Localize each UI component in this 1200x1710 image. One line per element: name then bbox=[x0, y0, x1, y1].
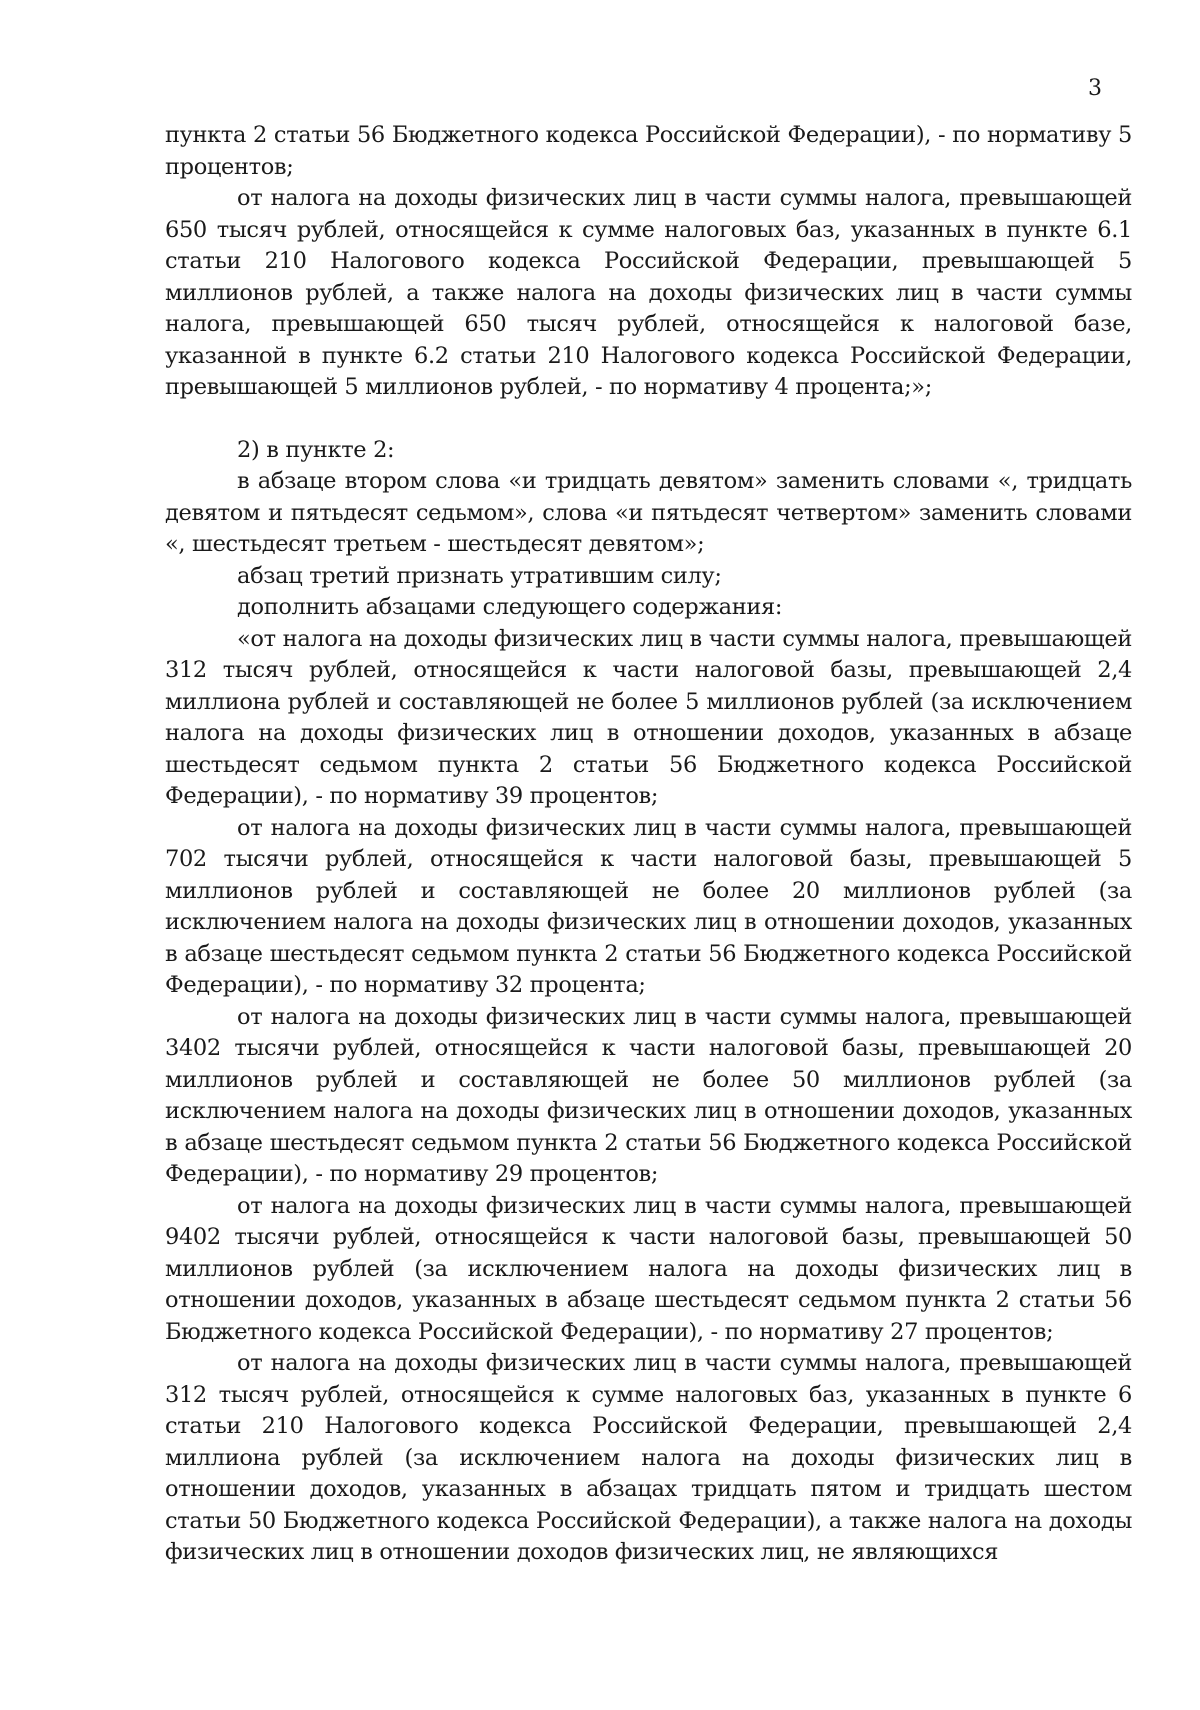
paragraph-ndfl-650k: от налога на доходы физических лиц в части суммы налога, превышающей 650 тысяч рублей, относящейся к сумме налоговых баз, указанных в пункте 6.1 статьи 210 Налогового кодекса Российской Федерации, превышающей 5 миллионов рублей, а также налога на доходы физических лиц в части суммы налога, превышающей 650 тысяч рублей, относящейся к налоговой базе, указанной в пункте 6.2 статьи 210 Налогового кодекса Российской Федерации, превышающей 5 миллионов рублей, - по нормативу 4 процента;»; bbox=[165, 185, 1132, 400]
paragraph-ndfl-9402k: от налога на доходы физических лиц в части суммы налога, превышающей 9402 тысячи рублей, относящейся к части налоговой базы, превышающей 50 миллионов рублей (за исключением налога на доходы физических лиц в отношении доходов, указанных в абзаце шестьдесят седьмом пункта 2 статьи 56 Бюджетного кодекса Российской Федерации), - по нормативу 27 процентов; bbox=[165, 1192, 1132, 1345]
paragraph-item-2-heading: 2) в пункте 2: bbox=[237, 436, 395, 463]
paragraph-continuation: пункта 2 статьи 56 Бюджетного кодекса Российской Федерации), - по нормативу 5 процентов; bbox=[165, 122, 1132, 180]
paragraph-supplement-intro: дополнить абзацами следующего содержания: bbox=[237, 594, 783, 620]
paragraph-repeal-third: абзац третий признать утратившим силу; bbox=[237, 562, 722, 589]
document-body bbox=[165, 120, 1132, 1569]
paragraph-replace-words: в абзаце втором слова «и тридцать девятом» заменить словами «, тридцать девятом и пятьдесят седьмом», слова «и пятьдесят четвертом» заменить словами «, шестьдесят третьем - шестьдесят девятом»; bbox=[165, 468, 1132, 557]
paragraph-ndfl-3402k: от налога на доходы физических лиц в части суммы налога, превышающей 3402 тысячи рублей, относящейся к части налоговой базы, превышающей 20 миллионов рублей и составляющей не более 50 миллионов рублей (за исключением налога на доходы физических лиц в отношении доходов, указанных в абзаце шестьдесят седьмом пункта 2 статьи 56 Бюджетного кодекса Российской Федерации), - по нормативу 29 процентов; bbox=[165, 1003, 1132, 1187]
paragraph-ndfl-312k-sum: от налога на доходы физических лиц в части суммы налога, превышающей 312 тысяч рублей, относящейся к сумме налоговых баз, указанных в пункте 6 статьи 210 Налогового кодекса Российской Федерации, превышающей 2,4 миллиона рублей (за исключением налога на доходы физических лиц в отношении доходов, указанных в абзацах тридцать пятом и тридцать шестом статьи 50 Бюджетного кодекса Российской Федерации), а также налога на доходы физических лиц в отношении доходов физических лиц, не являющихся bbox=[165, 1350, 1132, 1565]
paragraph-ndfl-702k: от налога на доходы физических лиц в части суммы налога, превышающей 702 тысячи рублей, относящейся к части налоговой базы, превышающей 5 миллионов рублей и составляющей не более 20 миллионов рублей (за исключением налога на доходы физических лиц в отношении доходов, указанных в абзаце шестьдесят седьмом пункта 2 статьи 56 Бюджетного кодекса Российской Федерации), - по нормативу 32 процента; bbox=[165, 814, 1132, 998]
page-number: 3 bbox=[1088, 76, 1102, 101]
paragraph-ndfl-312k: «от налога на доходы физических лиц в части суммы налога, превышающей 312 тысяч рублей, относящейся к части налоговой базы, превышающей 2,4 миллиона рублей и составляющей не более 5 миллионов рублей (за исключением налога на доходы физических лиц в отношении доходов, указанных в абзаце шестьдесят седьмом пункта 2 статьи 56 Бюджетного кодекса Российской Федерации), - по нормативу 39 процентов; bbox=[165, 625, 1132, 809]
